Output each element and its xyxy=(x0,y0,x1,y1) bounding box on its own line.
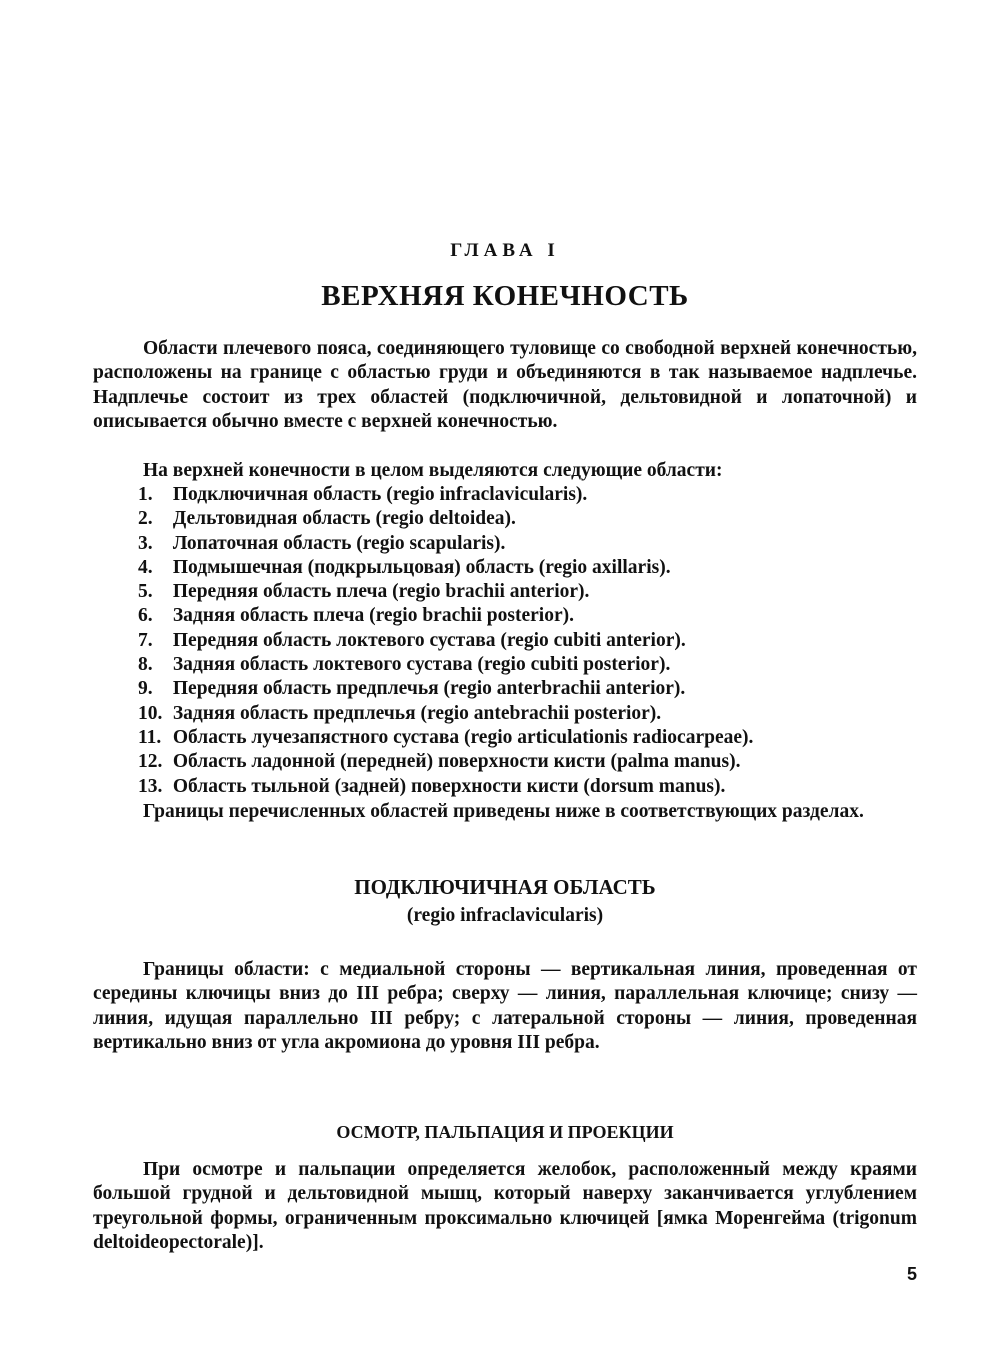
section-paragraph: Границы области: с медиальной стороны — вертикальная линия, проведенная от середины ключицы вниз до III ребра; сверху — линия, параллельная ключице; снизу — линия, идущая параллельно III ребру; с латеральной стороны — линия, проведенная вертикально вниз от угла акромиона до уровня III ребра. xyxy=(93,959,917,1053)
list-item: 1. Подключичная область (regio infraclavicularis). xyxy=(138,484,588,505)
page-number: 5 xyxy=(906,1264,917,1284)
list-item: 6. Задняя область плеча (regio brachii posterior). xyxy=(138,605,574,627)
list-item: 9. Передняя область предплечья (regio anterbrachii anterior). xyxy=(138,678,686,700)
list-item: 3. Лопаточная область (regio scapularis). xyxy=(138,532,506,554)
section-latin-title: (regio infraclavicularis) xyxy=(406,905,604,926)
subsection-paragraph: При осмотре и пальпации определяется желобок, расположенный между краями большой грудной и дельтовидной мышц, который наверху заканчивается углублением треугольной формы, ограниченным проксимально ключицей [ямка Моренгейма (trigonum deltoideopectorale)]. xyxy=(93,1159,917,1253)
intro-closing: Границы перечисленных областей приведены ниже в соответствующих разделах. xyxy=(143,801,864,822)
list-item: 11. Область лучезапястного сустава (regio articulationis radiocarpeae). xyxy=(138,726,754,748)
list-item: 10. Задняя область предплечья (regio antebrachii posterior). xyxy=(138,702,662,724)
list-intro: На верхней конечности в целом выделяются следующие области: xyxy=(143,460,723,481)
section-title: ПОДКЛЮЧИЧНАЯ ОБЛАСТЬ xyxy=(354,875,656,899)
list-item: 8. Задняя область локтевого сустава (regio cubiti posterior). xyxy=(138,654,671,676)
list-item: 5. Передняя область плеча (regio brachii anterior). xyxy=(138,581,590,603)
list-item: 7. Передняя область локтевого сустава (regio cubiti anterior). xyxy=(138,629,686,651)
regions-list xyxy=(93,483,917,799)
intro-paragraph: Области плечевого пояса, соединяющего туловище со свободной верхней конечностью, расположены на границе с областью груди и объединяются в так называемое надплечье. Надплечье состоит из трех областей (подключичной, дельтовидной и лопаточной) и описывается обычно вместе с верхней конечностью. xyxy=(93,338,917,432)
list-item: 12. Область ладонной (передней) поверхности кисти (palma manus). xyxy=(138,751,741,773)
list-item: 2. Дельтовидная область (regio deltoidea). xyxy=(138,508,516,530)
chapter-label: ГЛАВА I xyxy=(450,240,560,261)
list-item: 4. Подмышечная (подкрыльцовая) область (regio axillaris). xyxy=(138,556,671,578)
list-item: 13. Область тыльной (задней) поверхности кисти (dorsum manus). xyxy=(138,775,726,797)
subsection-title: ОСМОТР, ПАЛЬПАЦИЯ И ПРОЕКЦИИ xyxy=(336,1122,674,1142)
chapter-title: ВЕРХНЯЯ КОНЕЧНОСТЬ xyxy=(321,280,689,312)
